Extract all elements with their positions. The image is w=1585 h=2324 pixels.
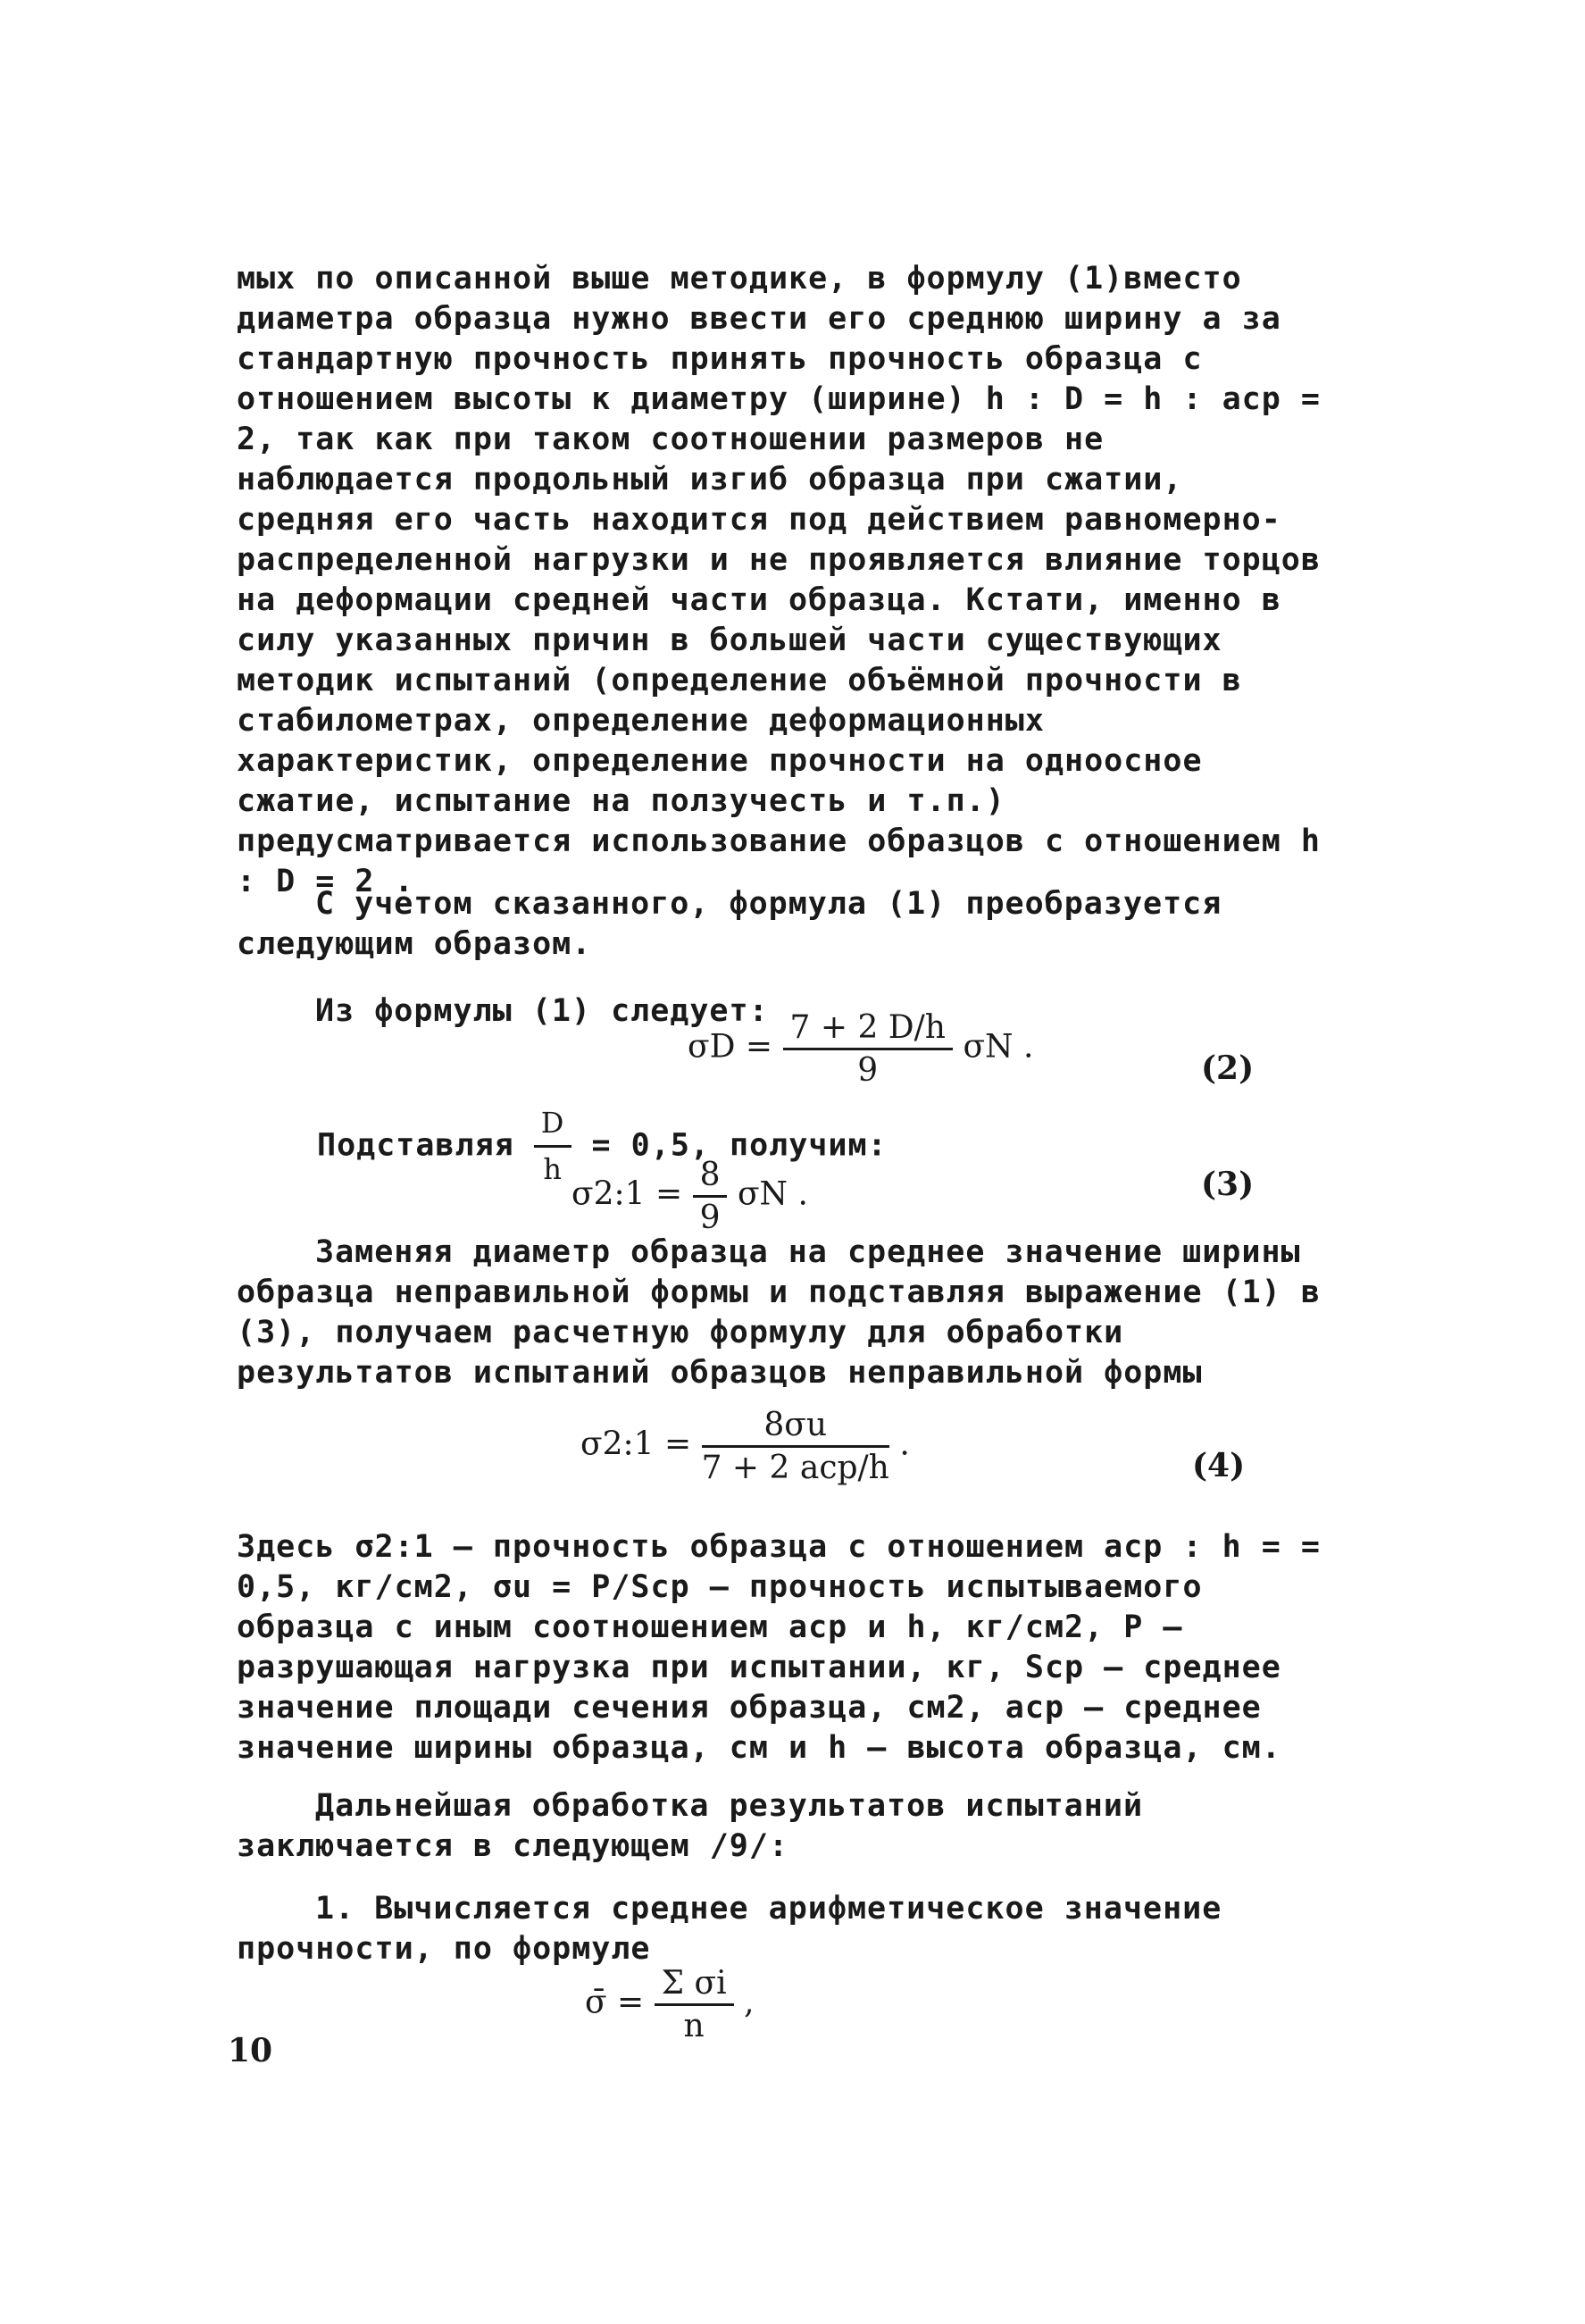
- paragraph-7: Дальнейшая обработка результатов испытаний заключается в следующем /9/:: [237, 1788, 1144, 1864]
- fraction: $\frac{7 + 2 D/h}{9}$: [783, 1009, 953, 1089]
- page-number: 10: [228, 2032, 273, 2069]
- fraction: $\frac{\text{Σ σi}}{n}$: [655, 1965, 734, 2044]
- paragraph-1: мых по описанной выше методике, в формулу (1)вместо диаметра образца нужно ввести его среднюю ширину а за стандартную прочность принять прочность образца с отношением высоты к диаметру (ширине) h : D = h : aср = 2, так как при таком соотношении размеров не наблюдается продольный изгиб образца при сжатии, средняя его часть находится под действием равномерно-распределенной нагрузки и не проявляется влияние торцов на деформации средней части образца. Кстати, именно в силу указанных причин в большей части существующих методик испытаний (определение объёмной прочности в стабилометрах, определение деформационных характеристик, определение прочности на одноосное сжатие, испытание на ползучесть и т.п.) предусматривается использование образцов с отношением h : D = 2 .: [237, 261, 1321, 899]
- formula-2: σD = $\frac{7 + 2 D/h}{9}$ σN .: [688, 1009, 1034, 1089]
- fraction: $\frac{8\sigma u}{\text{7 + 2 aср/h}}$: [701, 1407, 889, 1486]
- paragraph-5: Заменяя диаметр образца на среднее значение ширины образца неправильной формы и подставляя выражение (1) в (3), получаем расчетную формулу для обработки результатов испытаний образцов неправильной формы: [237, 1234, 1321, 1391]
- formula-4: σ2:1 = $\frac{8\sigma u}{\text{7 + 2 aср/h}}$ .: [580, 1407, 910, 1486]
- formula-mean: σ̄ = $\frac{\text{Σ σi}}{n}$ ,: [585, 1965, 755, 2044]
- paragraph-4: Подставляя $\frac{D}{h}$ = 0,5, получим:: [317, 1103, 1335, 1190]
- formula-3: σ2:1 = $\frac{8}{9}$ σN .: [571, 1157, 808, 1236]
- paragraph-2: С учетом сказанного, формула (1) преобразуется следующим образом.: [237, 886, 1222, 962]
- equation-number-2: (2): [1201, 1049, 1255, 1087]
- equation-number-3: (3): [1201, 1166, 1255, 1203]
- paragraph-3: Из формулы (1) следует:: [315, 993, 769, 1029]
- fraction: $\frac{8}{9}$: [693, 1157, 728, 1236]
- fraction-d-over-h: $\frac{D}{h}$: [534, 1103, 572, 1190]
- equation-number-4: (4): [1192, 1447, 1246, 1484]
- paragraph-6: Здесь σ2:1 – прочность образца с отношением aср : h = = 0,5, кг/см2, σu = P/Sср – прочность испытываемого образца с иным соотношением aср и h, кг/см2, P – разрушающая нагрузка при испытании, кг, Sср – среднее значение площади сечения образца, см2, aср – среднее значение ширины образца, см и h – высота образца, см.: [237, 1529, 1321, 1766]
- paragraph-8: 1. Вычисляется среднее арифметическое значение прочности, по формуле: [237, 1891, 1222, 1967]
